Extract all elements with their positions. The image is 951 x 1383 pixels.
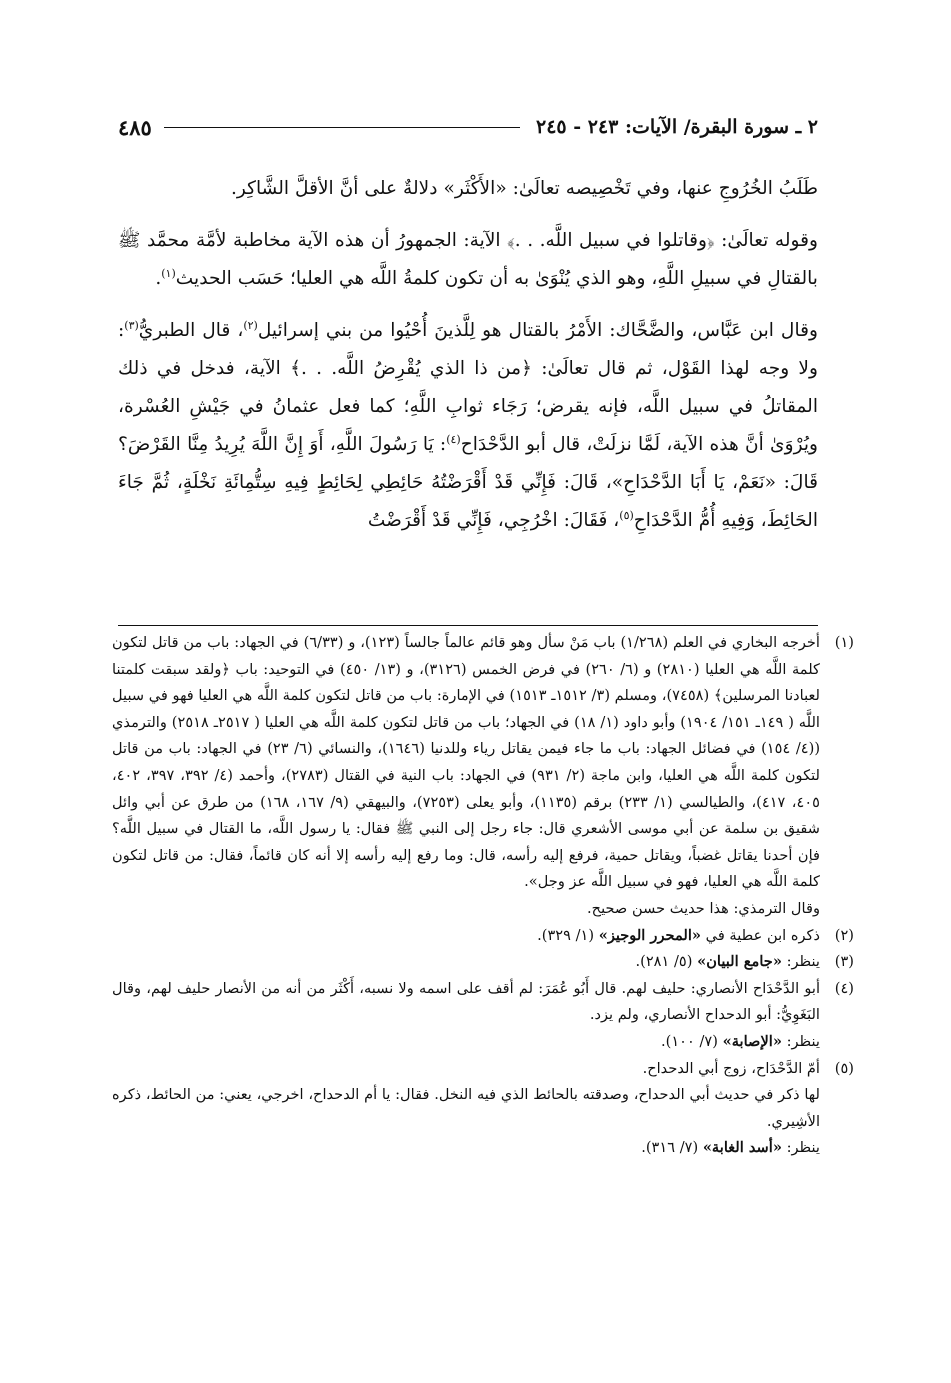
book-title: «الإصابة» — [722, 1032, 782, 1050]
footnote-text: لها ذكر في حديث أبي الدحداح، وصدقته بالحائط الذي فيه النخل. فقال: يا أم الدحداح، اخرجي، يعني: من الحائط، ذكره الأشِيري. — [112, 1086, 820, 1130]
footnote-text: أبو الدَّحْدَاح الأنصاري: حليف لهم. قال أَبُو عُمَرَ: لم أقف على اسمه ولا نسبه، أَكْثَر من أنه من الأنصار حليف لهم، وقال البَغَوِيُّ: أبو الدحداح الأنصاري، ولم يزد. — [112, 979, 820, 1024]
running-title: ٢ ـ سورة البقرة/ الآيات: ٢٤٣ - ٢٤٥ — [536, 116, 818, 138]
footnote-ref-1[interactable]: (١) — [161, 266, 176, 280]
footnote-text: ينظر: «الإصابة» (٧/ ١٠٠). — [660, 1032, 820, 1050]
footnote-4 — [112, 976, 854, 1056]
footnote-text: وقال الترمذي: هذا حديث حسن صحيح. — [587, 899, 820, 917]
footnote-ref-4[interactable]: (٤) — [446, 432, 461, 446]
footnotes — [112, 630, 854, 1162]
book-title: «المحرر الوجيز» — [598, 926, 702, 944]
footnote-1 — [112, 630, 854, 923]
footnote-text: ينظر: «أسد الغابة» (٧/ ٣١٦). — [641, 1139, 820, 1157]
footnote-number: (٢) — [834, 926, 854, 944]
book-title: «جامع البيان» — [697, 953, 782, 971]
footnote-separator — [118, 625, 818, 626]
footnote-ref-3[interactable]: (٣) — [124, 318, 139, 332]
footnote-number: (٤) — [834, 979, 854, 997]
footnote-number: (٥) — [834, 1059, 854, 1077]
paragraph-3: وقال ابن عَبَّاس، والضَّحَّاك: الأَمْرُ بالقتال هو لِلَّذينَ أُحْيُوا من بني إسرائيل$^{(٢)}$، قال الطبريُّ$^{(٣)}$: ولا وجه لهذا القَوْل، ثم قال تعالَىٰ: ﴿من ذا الذي يُقْرِضُ اللَّه. . .﴾ الآية، فدخل في ذلك المقاتلُ في سبيل اللَّه، فإنه يقرض؛ رَجَاء ثوابِ اللَّهِ؛ كما فعل عثمانُ في جَيْشِ العُسْرة، ويُرْوَىٰ أنَّ هذه الآية، لَمَّا نزلَتْ، قال أبو الدَّحْدَاح$^{(٤)}$: يَا رَسُولَ اللَّهِ، أَوَ إِنَّ اللَّهَ يُرِيدُ مِنَّا القَرْضَ؟ قَالَ: «نَعَمْ، يَا أَبَا الدَّحْدَاحِ»، قَالَ: فَإِنِّي قَدْ أَقْرَضْتُهُ حَائِطِي لِحَائِطٍ فِيهِ سِتُّمِائَةِ نَخْلَةٍ، ثُمَّ جَاءَ الحَائِطَ، وَفِيهِ أُمُّ الدَّحْدَاحِ$^{(٥)}$، فَقَالَ: اخْرُجِي، فَإِنِّي قَدْ أَقْرَضْتُ — [118, 318, 818, 531]
footnote-text: أخرجه البخاري في العلم (١/٢٦٨) باب مَنْ سأل وهو قائم عالماً جالساً (١٢٣)، و (٦/٣٣) في الجهاد: باب من قاتل لتكون كلمة اللَّه هي العليا (٢٨١٠) و (٦/ ٢٦٠) في فرض الخمس (٣١٢٦)، و (١٣/ ٤٥٠) في التوحيد: باب ﴿ولقد سبقت كلمتنا لعبادنا المرسلين﴾ (٧٤٥٨)، ومسلم (٣/ ١٥١٢ـ ١٥١٣) في الإمارة: باب من قاتل لتكون كلمة اللَّه هي العليا فهو في سبيل اللَّه ( ١٤٩ـ ١٥١/ ١٩٠٤) وأبو داود (١/ ١٨) في الجهاد؛ باب من قاتل لتكون كلمة اللَّه هي العليا ( ٢٥١٧ـ ٢٥١٨) والترمذي ((٤/ ١٥٤) في فضائل الجهاد: باب ما جاء فيمن يقاتل رياء وللدنيا (١٦٤٦)، والنسائي (٦/ ٢٣) في الجهاد: باب من قاتل لتكون كلمة اللَّه هي العليا، وابن ماجة (٢/ ٩٣١) في الجهاد: باب النية في القتال (٢٧٨٣)، وأحمد (٤/ ٣٩٢، ٣٩٧، ٤٠٢، ٤٠٥، ٤١٧)، والطيالسي (١/ ٢٣٣) برقم (١١٣٥)، وأبو يعلى (٧٢٥٣)، والبيهقي (٩/ ١٦٧، ١٦٨) من طرق عن أبي وائل شقيق بن سلمة عن أبي موسى الأشعري قال: جاء رجل إلى النبي ﷺ فقال: يا رسول اللَّه، ما القتال في سبيل اللَّه؟ فإن أحدنا يقاتل غضباً، ويقاتل حمية، فرفع إليه رأسه، قال: وما رفع إليه رأسه إلا أنه كان قائماً، فقال: من قاتل لتكون كلمة اللَّه هي العليا، فهو في سبيل اللَّه عز وجل». — [112, 634, 821, 891]
header-rule — [164, 127, 520, 128]
footnote-3 — [112, 949, 854, 976]
footnote-text: ذكره ابن عطية في «المحرر الوجيز» (١/ ٣٢٩). — [537, 926, 820, 944]
footnote-number: (٣) — [834, 953, 854, 971]
footnote-ref-5[interactable]: (٥) — [619, 508, 634, 522]
footnote-text: ينظر: «جامع البيان» (٥/ ٢٨١). — [635, 953, 820, 971]
footnote-ref-2[interactable]: (٢) — [243, 318, 258, 332]
footnote-2 — [112, 923, 854, 950]
paragraph-1: طَلَبُ الخُرُوجِ عنها، وفي تَخْصِيصه تعالَىٰ: «الأَكْثَر» دلالةٌ على أنَّ الأقلَّ الشَّاكِر. — [230, 178, 818, 199]
book-title: «أسد الغابة» — [702, 1139, 782, 1157]
footnote-5 — [112, 1056, 854, 1162]
footnote-text: أمّ الدَّحْدَاح، زوج أبي الدحداح. — [642, 1059, 820, 1077]
footnote-number: (١) — [834, 634, 854, 651]
page-number: ٤٨٥ — [118, 114, 152, 140]
main-text — [118, 170, 818, 554]
paragraph-2: وقوله تعالَىٰ: ﴿وقاتلوا في سبيل اللَّه. . .﴾ الآية: الجمهورُ أن هذه الآية مخاطبة لأمَّة محمَّد ﷺ بالقتالِ في سبيلِ اللَّهِ، وهو الذي يُنْوَىٰ به أن تكون كلمةُ اللَّه هي العليا؛ حَسَب الحديث$^{(١)}$. — [118, 230, 818, 289]
page-header — [118, 110, 818, 144]
